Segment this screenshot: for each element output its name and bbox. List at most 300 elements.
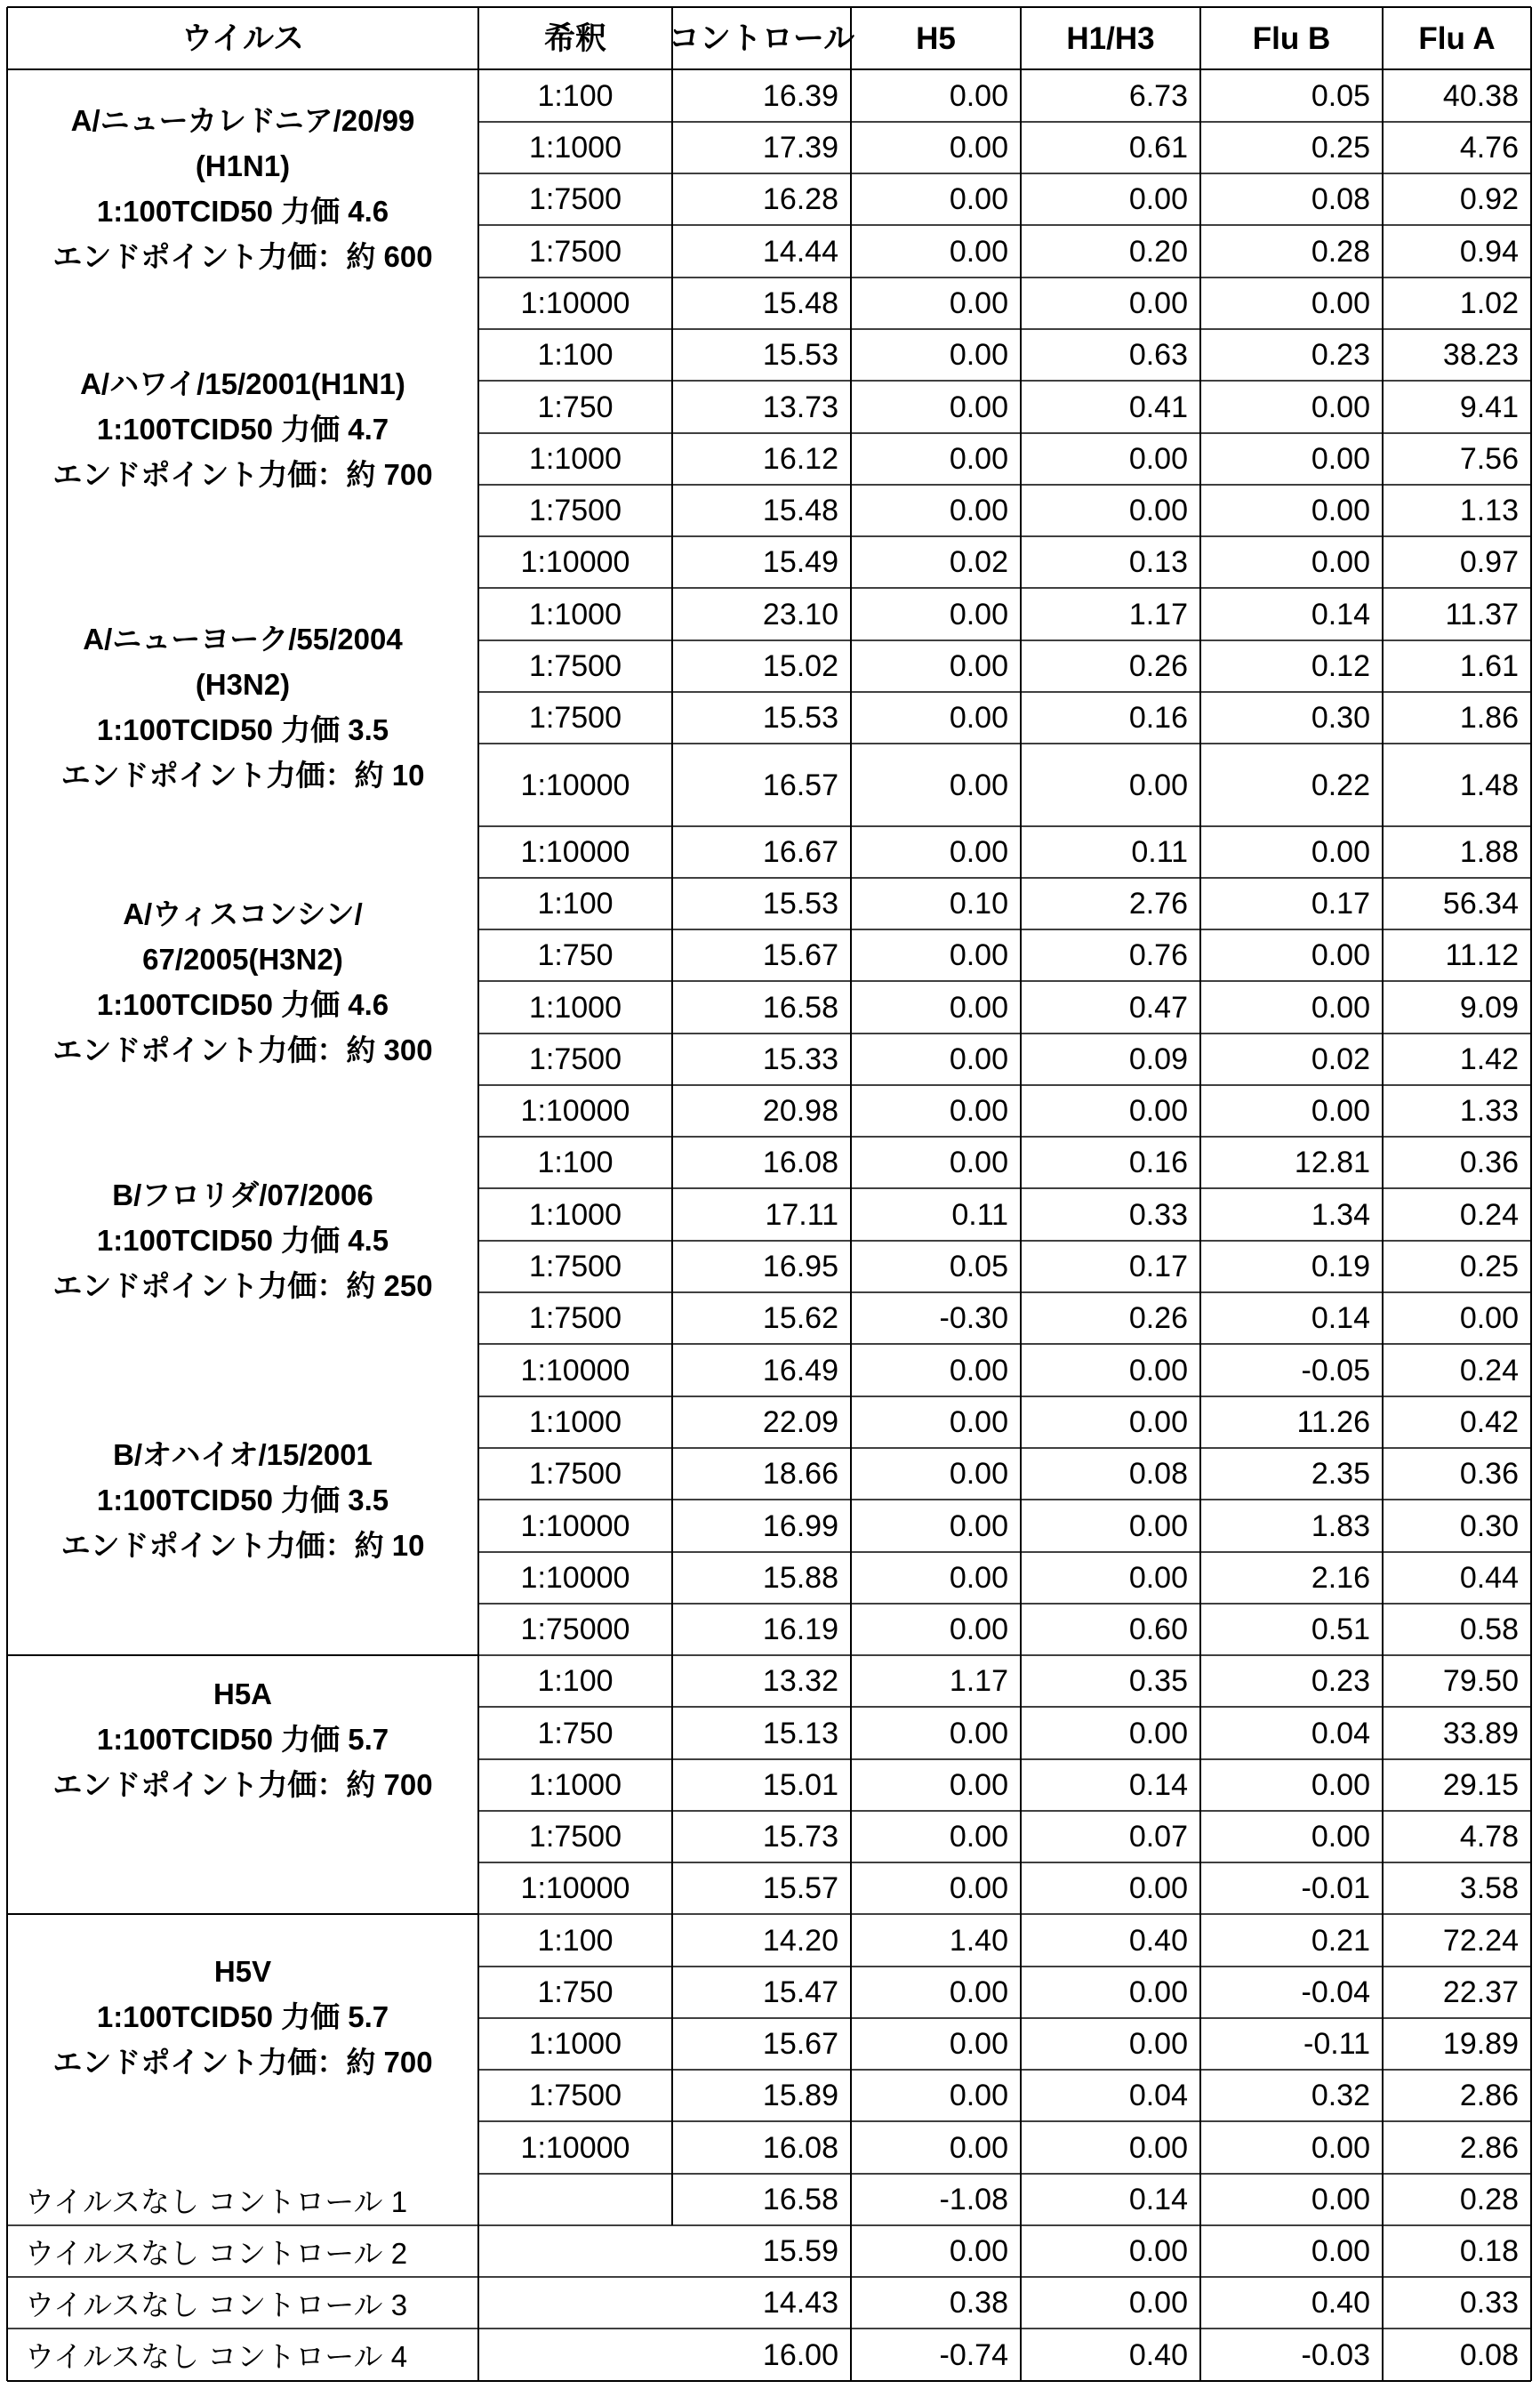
- value-cell: 0.00: [851, 1085, 1021, 1137]
- value-cell: 0.42: [1383, 1396, 1531, 1448]
- value-cell: 0.00: [851, 744, 1021, 826]
- value-cell: 16.39: [672, 69, 851, 122]
- value-cell: 1.42: [1383, 1034, 1531, 1085]
- value-cell: 4.76: [1383, 122, 1531, 173]
- value-cell: 1.13: [1383, 485, 1531, 536]
- value-cell: -0.11: [1200, 2018, 1383, 2070]
- value-cell: 0.44: [1383, 1552, 1531, 1604]
- value-cell: 11.26: [1200, 1396, 1383, 1448]
- value-cell: 16.49: [672, 1344, 851, 1396]
- value-cell: 0.20: [1021, 225, 1200, 278]
- value-cell: 0.00: [1200, 826, 1383, 878]
- value-cell: 2.35: [1200, 1448, 1383, 1500]
- value-cell: 0.00: [851, 826, 1021, 878]
- value-cell: 0.25: [1200, 122, 1383, 173]
- virus-label-line: 1:100TCID50 力価 5.7: [97, 1717, 389, 1762]
- value-cell: 2.86: [1383, 2121, 1531, 2174]
- value-cell: 16.00: [672, 2329, 851, 2381]
- value-cell: 0.08: [1021, 1448, 1200, 1500]
- value-cell: 0.00: [1021, 1344, 1200, 1396]
- value-cell: 0.00: [1021, 744, 1200, 826]
- dilution-cell: 1:1000: [478, 433, 672, 485]
- dilution-cell: 1:7500: [478, 2070, 672, 2121]
- value-cell: 23.10: [672, 588, 851, 640]
- control-label: ウイルスなし コントロール 1: [7, 2174, 478, 2225]
- value-cell: 0.14: [1200, 1292, 1383, 1344]
- value-cell: 0.00: [851, 1552, 1021, 1604]
- value-cell: 16.58: [672, 981, 851, 1034]
- value-cell: 1.17: [851, 1655, 1021, 1707]
- value-cell: 29.15: [1383, 1759, 1531, 1811]
- virus-label-line: 1:100TCID50 力価 3.5: [97, 707, 389, 752]
- dilution-cell: 1:100: [478, 1655, 672, 1707]
- value-cell: 14.44: [672, 225, 851, 278]
- value-cell: 20.98: [672, 1085, 851, 1137]
- value-cell: 0.00: [1200, 2225, 1383, 2277]
- value-cell: 0.09: [1021, 1034, 1200, 1085]
- value-cell: 0.97: [1383, 536, 1531, 588]
- value-cell: 0.00: [1021, 1862, 1200, 1914]
- value-cell: 0.38: [851, 2277, 1021, 2329]
- value-cell: 12.81: [1200, 1137, 1383, 1188]
- value-cell: 0.05: [1200, 69, 1383, 122]
- value-cell: 2.16: [1200, 1552, 1383, 1604]
- value-cell: 0.00: [1200, 1759, 1383, 1811]
- value-cell: 15.89: [672, 2070, 851, 2121]
- value-cell: 16.58: [672, 2174, 851, 2225]
- value-cell: 15.67: [672, 2018, 851, 2070]
- value-cell: 0.00: [1021, 1552, 1200, 1604]
- value-cell: 0.94: [1383, 225, 1531, 278]
- virus-label-line: エンドポイント力価：約 250: [52, 1263, 432, 1308]
- virus-label-line: 1:100TCID50 力価 5.7: [97, 1994, 389, 2039]
- value-cell: 15.48: [672, 485, 851, 536]
- virus-label-line: エンドポイント力価：約 10: [61, 1523, 425, 1568]
- value-cell: 1.88: [1383, 826, 1531, 878]
- value-cell: -0.05: [1200, 1344, 1383, 1396]
- value-cell: 16.19: [672, 1604, 851, 1655]
- value-cell: 4.78: [1383, 1811, 1531, 1862]
- value-cell: 1.34: [1200, 1188, 1383, 1241]
- value-cell: 16.08: [672, 1137, 851, 1188]
- value-cell: 11.12: [1383, 929, 1531, 981]
- value-cell: 0.14: [1021, 1759, 1200, 1811]
- virus-label-line: B/フロリダ/07/2006: [112, 1172, 373, 1218]
- value-cell: 0.00: [1200, 536, 1383, 588]
- dilution-cell: 1:10000: [478, 1085, 672, 1137]
- value-cell: 40.38: [1383, 69, 1531, 122]
- virus-label: [7, 1663, 478, 1814]
- dilution-cell: 1:7500: [478, 485, 672, 536]
- virus-label-line: (H3N2): [196, 662, 290, 707]
- value-cell: 16.57: [672, 744, 851, 826]
- value-cell: 0.00: [851, 1034, 1021, 1085]
- value-cell: 0.11: [1021, 826, 1200, 878]
- value-cell: 0.00: [1021, 1396, 1200, 1448]
- column-header: H5: [851, 7, 1021, 69]
- value-cell: 0.00: [851, 173, 1021, 225]
- column-header: コントロール: [672, 7, 851, 69]
- virus-label-line: A/ニューヨーク/55/2004: [83, 616, 402, 662]
- value-cell: 0.00: [1021, 1500, 1200, 1552]
- value-cell: 22.09: [672, 1396, 851, 1448]
- value-cell: 0.32: [1200, 2070, 1383, 2121]
- value-cell: 16.08: [672, 2121, 851, 2174]
- value-cell: 7.56: [1383, 433, 1531, 485]
- value-cell: 33.89: [1383, 1707, 1531, 1759]
- value-cell: 0.00: [1200, 1811, 1383, 1862]
- value-cell: 0.02: [1200, 1034, 1383, 1085]
- value-cell: 0.10: [851, 878, 1021, 929]
- dilution-cell: 1:10000: [478, 1862, 672, 1914]
- value-cell: 0.40: [1200, 2277, 1383, 2329]
- value-cell: 0.22: [1200, 744, 1383, 826]
- dilution-cell: 1:1000: [478, 2018, 672, 2070]
- value-cell: 1.61: [1383, 640, 1531, 692]
- value-cell: 15.33: [672, 1034, 851, 1085]
- value-cell: 0.35: [1021, 1655, 1200, 1707]
- virus-label: [7, 1914, 478, 2119]
- value-cell: 14.43: [672, 2277, 851, 2329]
- value-cell: 0.36: [1383, 1448, 1531, 1500]
- dilution-cell: 1:750: [478, 1707, 672, 1759]
- value-cell: 0.47: [1021, 981, 1200, 1034]
- dilution-cell: 1:10000: [478, 826, 672, 878]
- virus-label: [7, 1137, 478, 1344]
- value-cell: 15.62: [672, 1292, 851, 1344]
- value-cell: 15.73: [672, 1811, 851, 1862]
- value-cell: 14.20: [672, 1914, 851, 1967]
- value-cell: 15.13: [672, 1707, 851, 1759]
- dilution-cell: 1:7500: [478, 173, 672, 225]
- value-cell: 0.28: [1383, 2174, 1531, 2225]
- value-cell: 17.39: [672, 122, 851, 173]
- value-cell: 0.00: [1021, 278, 1200, 329]
- value-cell: 72.24: [1383, 1914, 1531, 1967]
- value-cell: 0.00: [1021, 1085, 1200, 1137]
- value-cell: 0.30: [1200, 692, 1383, 744]
- column-header: Flu B: [1200, 7, 1383, 69]
- value-cell: 15.48: [672, 278, 851, 329]
- dilution-cell: 1:100: [478, 1137, 672, 1188]
- value-cell: 0.00: [851, 69, 1021, 122]
- value-cell: 0.33: [1021, 1188, 1200, 1241]
- value-cell: 0.00: [851, 2070, 1021, 2121]
- value-cell: 0.00: [1383, 1292, 1531, 1344]
- value-cell: 0.24: [1383, 1188, 1531, 1241]
- virus-label-line: 1:100TCID50 力価 3.5: [97, 1477, 389, 1523]
- value-cell: 0.23: [1200, 329, 1383, 381]
- dilution-cell: 1:10000: [478, 1344, 672, 1396]
- value-cell: 0.24: [1383, 1344, 1531, 1396]
- virus-label: [7, 878, 478, 1085]
- dilution-cell: 1:75000: [478, 1604, 672, 1655]
- value-cell: 16.28: [672, 173, 851, 225]
- value-cell: 0.60: [1021, 1604, 1200, 1655]
- value-cell: 0.00: [1200, 381, 1383, 433]
- dilution-cell: 1:1000: [478, 1396, 672, 1448]
- column-header: H1/H3: [1021, 7, 1200, 69]
- value-cell: 1.86: [1383, 692, 1531, 744]
- value-cell: 15.67: [672, 929, 851, 981]
- value-cell: 0.18: [1383, 2225, 1531, 2277]
- value-cell: 15.53: [672, 878, 851, 929]
- value-cell: 0.36: [1383, 1137, 1531, 1188]
- value-cell: 0.12: [1200, 640, 1383, 692]
- value-cell: 18.66: [672, 1448, 851, 1500]
- value-cell: 0.00: [1021, 433, 1200, 485]
- value-cell: 0.00: [851, 1396, 1021, 1448]
- value-cell: 0.07: [1021, 1811, 1200, 1862]
- value-cell: 0.00: [851, 981, 1021, 1034]
- value-cell: 0.00: [1021, 1707, 1200, 1759]
- value-cell: 19.89: [1383, 2018, 1531, 2070]
- value-cell: 0.00: [851, 1862, 1021, 1914]
- control-label: ウイルスなし コントロール 4: [7, 2329, 478, 2381]
- value-cell: 13.32: [672, 1655, 851, 1707]
- dilution-cell: 1:1000: [478, 588, 672, 640]
- value-cell: 9.41: [1383, 381, 1531, 433]
- dilution-cell: 1:750: [478, 381, 672, 433]
- value-cell: 0.00: [1021, 2018, 1200, 2070]
- value-cell: 1.83: [1200, 1500, 1383, 1552]
- value-cell: 0.00: [1021, 2277, 1200, 2329]
- value-cell: 16.67: [672, 826, 851, 878]
- dilution-cell: 1:7500: [478, 1448, 672, 1500]
- dilution-cell: 1:7500: [478, 1034, 672, 1085]
- value-cell: 0.08: [1383, 2329, 1531, 2381]
- value-cell: 17.11: [672, 1188, 851, 1241]
- value-cell: -0.03: [1200, 2329, 1383, 2381]
- dilution-cell: 1:7500: [478, 225, 672, 278]
- value-cell: 0.11: [851, 1188, 1021, 1241]
- value-cell: -0.74: [851, 2329, 1021, 2381]
- value-cell: 0.51: [1200, 1604, 1383, 1655]
- value-cell: 0.00: [851, 2018, 1021, 2070]
- value-cell: 56.34: [1383, 878, 1531, 929]
- virus-label-line: 67/2005(H3N2): [142, 937, 343, 982]
- value-cell: 1.17: [1021, 588, 1200, 640]
- dilution-cell: 1:750: [478, 1967, 672, 2018]
- value-cell: 0.00: [851, 1137, 1021, 1188]
- value-cell: 15.53: [672, 692, 851, 744]
- value-cell: 16.12: [672, 433, 851, 485]
- value-cell: 13.73: [672, 381, 851, 433]
- dilution-cell: 1:1000: [478, 1759, 672, 1811]
- value-cell: 0.00: [851, 1604, 1021, 1655]
- value-cell: 0.28: [1200, 225, 1383, 278]
- dilution-cell: 1:10000: [478, 278, 672, 329]
- value-cell: 0.00: [1200, 2174, 1383, 2225]
- dilution-cell: 1:10000: [478, 1552, 672, 1604]
- virus-label: [7, 69, 478, 307]
- value-cell: 15.53: [672, 329, 851, 381]
- control-label: ウイルスなし コントロール 2: [7, 2225, 478, 2277]
- value-cell: 0.00: [851, 1811, 1021, 1862]
- value-cell: 1.33: [1383, 1085, 1531, 1137]
- value-cell: 0.00: [851, 2225, 1021, 2277]
- value-cell: 1.40: [851, 1914, 1021, 1967]
- value-cell: 0.30: [1383, 1500, 1531, 1552]
- virus-label-line: A/ニューカレドニア/20/99: [71, 98, 415, 143]
- value-cell: 0.00: [851, 2121, 1021, 2174]
- value-cell: 0.00: [1021, 1967, 1200, 2018]
- virus-label: [7, 329, 478, 529]
- virus-label-line: A/ハワイ/15/2001(H1N1): [80, 361, 405, 406]
- value-cell: 0.92: [1383, 173, 1531, 225]
- virus-label: [7, 1396, 478, 1604]
- value-cell: 0.00: [851, 278, 1021, 329]
- column-header: 希釈: [478, 7, 672, 69]
- value-cell: 0.08: [1200, 173, 1383, 225]
- value-cell: 0.16: [1021, 1137, 1200, 1188]
- value-cell: 0.61: [1021, 122, 1200, 173]
- dilution-cell: 1:10000: [478, 1500, 672, 1552]
- virus-label-line: エンドポイント力価：約 10: [61, 752, 425, 798]
- value-cell: 0.00: [1200, 433, 1383, 485]
- value-cell: 0.19: [1200, 1241, 1383, 1292]
- dilution-cell: 1:7500: [478, 1811, 672, 1862]
- value-cell: -0.01: [1200, 1862, 1383, 1914]
- column-header: Flu A: [1383, 7, 1531, 69]
- dilution-cell: 1:10000: [478, 536, 672, 588]
- dilution-cell: 1:1000: [478, 122, 672, 173]
- value-cell: 0.23: [1200, 1655, 1383, 1707]
- value-cell: 0.00: [851, 692, 1021, 744]
- value-cell: 0.02: [851, 536, 1021, 588]
- virus-label-line: 1:100TCID50 力価 4.7: [97, 406, 389, 452]
- value-cell: 0.26: [1021, 640, 1200, 692]
- dilution-cell: 1:10000: [478, 2121, 672, 2174]
- value-cell: 1.48: [1383, 744, 1531, 826]
- virus-label-line: エンドポイント力価：約 700: [52, 452, 432, 497]
- virus-label-line: A/ウィスコンシン/: [123, 891, 363, 937]
- virus-label-line: (H1N1): [196, 143, 290, 189]
- value-cell: 0.41: [1021, 381, 1200, 433]
- value-cell: 15.01: [672, 1759, 851, 1811]
- virus-label-line: H5A: [213, 1671, 272, 1717]
- virus-label-line: 1:100TCID50 力価 4.5: [97, 1218, 389, 1263]
- value-cell: 0.13: [1021, 536, 1200, 588]
- value-cell: 15.47: [672, 1967, 851, 2018]
- virus-label-line: H5V: [214, 1949, 271, 1994]
- value-cell: 0.00: [851, 381, 1021, 433]
- value-cell: 0.00: [1021, 2225, 1200, 2277]
- value-cell: 0.00: [1200, 981, 1383, 1034]
- dilution-cell: 1:100: [478, 329, 672, 381]
- value-cell: 1.02: [1383, 278, 1531, 329]
- value-cell: 9.09: [1383, 981, 1531, 1034]
- value-cell: 0.40: [1021, 1914, 1200, 1967]
- value-cell: 0.00: [851, 433, 1021, 485]
- virus-label-line: エンドポイント力価：約 700: [52, 1762, 432, 1807]
- value-cell: 15.57: [672, 1862, 851, 1914]
- value-cell: 0.00: [851, 225, 1021, 278]
- value-cell: 22.37: [1383, 1967, 1531, 2018]
- virus-label-line: エンドポイント力価：約 600: [52, 234, 432, 279]
- value-cell: 0.17: [1021, 1241, 1200, 1292]
- value-cell: 0.63: [1021, 329, 1200, 381]
- column-header: ウイルス: [7, 7, 478, 69]
- virus-label-line: 1:100TCID50 力価 4.6: [97, 189, 389, 234]
- value-cell: 0.76: [1021, 929, 1200, 981]
- value-cell: 0.40: [1021, 2329, 1200, 2381]
- value-cell: 0.00: [1200, 929, 1383, 981]
- value-cell: 0.00: [1200, 2121, 1383, 2174]
- value-cell: 0.00: [1021, 485, 1200, 536]
- control-label: ウイルスなし コントロール 3: [7, 2277, 478, 2329]
- value-cell: 0.00: [851, 1500, 1021, 1552]
- dilution-cell: 1:10000: [478, 744, 672, 826]
- dilution-cell: 1:750: [478, 929, 672, 981]
- value-cell: 15.88: [672, 1552, 851, 1604]
- value-cell: 0.05: [851, 1241, 1021, 1292]
- value-cell: 0.00: [851, 329, 1021, 381]
- virus-label: [7, 588, 478, 826]
- value-cell: 0.00: [1021, 2121, 1200, 2174]
- data-table: [0, 0, 1540, 2397]
- value-cell: 15.02: [672, 640, 851, 692]
- value-cell: 0.16: [1021, 692, 1200, 744]
- dilution-cell: 1:100: [478, 878, 672, 929]
- value-cell: 0.21: [1200, 1914, 1383, 1967]
- value-cell: 79.50: [1383, 1655, 1531, 1707]
- value-cell: -0.30: [851, 1292, 1021, 1344]
- dilution-cell: 1:100: [478, 1914, 672, 1967]
- virus-label-line: エンドポイント力価：約 300: [52, 1027, 432, 1073]
- dilution-cell: 1:7500: [478, 1241, 672, 1292]
- value-cell: 0.14: [1200, 588, 1383, 640]
- dilution-cell: 1:1000: [478, 981, 672, 1034]
- value-cell: 0.00: [851, 485, 1021, 536]
- value-cell: 0.25: [1383, 1241, 1531, 1292]
- value-cell: 0.00: [851, 1448, 1021, 1500]
- value-cell: 0.17: [1200, 878, 1383, 929]
- value-cell: 0.00: [1200, 278, 1383, 329]
- value-cell: 0.00: [851, 1707, 1021, 1759]
- value-cell: 15.49: [672, 536, 851, 588]
- value-cell: -0.04: [1200, 1967, 1383, 2018]
- value-cell: 16.95: [672, 1241, 851, 1292]
- value-cell: 0.04: [1021, 2070, 1200, 2121]
- value-cell: 0.00: [1200, 485, 1383, 536]
- dilution-cell: 1:7500: [478, 640, 672, 692]
- value-cell: 11.37: [1383, 588, 1531, 640]
- dilution-cell: 1:7500: [478, 692, 672, 744]
- value-cell: 0.00: [851, 640, 1021, 692]
- value-cell: 0.26: [1021, 1292, 1200, 1344]
- value-cell: -1.08: [851, 2174, 1021, 2225]
- value-cell: 0.00: [1200, 1085, 1383, 1137]
- value-cell: 38.23: [1383, 329, 1531, 381]
- value-cell: 15.59: [672, 2225, 851, 2277]
- value-cell: 0.00: [851, 122, 1021, 173]
- value-cell: 0.00: [851, 588, 1021, 640]
- value-cell: 0.00: [1021, 173, 1200, 225]
- value-cell: 3.58: [1383, 1862, 1531, 1914]
- value-cell: 0.00: [851, 929, 1021, 981]
- dilution-cell: 1:100: [478, 69, 672, 122]
- value-cell: 0.58: [1383, 1604, 1531, 1655]
- value-cell: 0.14: [1021, 2174, 1200, 2225]
- dilution-cell: 1:7500: [478, 1292, 672, 1344]
- value-cell: 2.86: [1383, 2070, 1531, 2121]
- dilution-cell: 1:1000: [478, 1188, 672, 1241]
- value-cell: 16.99: [672, 1500, 851, 1552]
- value-cell: 0.33: [1383, 2277, 1531, 2329]
- value-cell: 0.04: [1200, 1707, 1383, 1759]
- value-cell: 0.00: [851, 1759, 1021, 1811]
